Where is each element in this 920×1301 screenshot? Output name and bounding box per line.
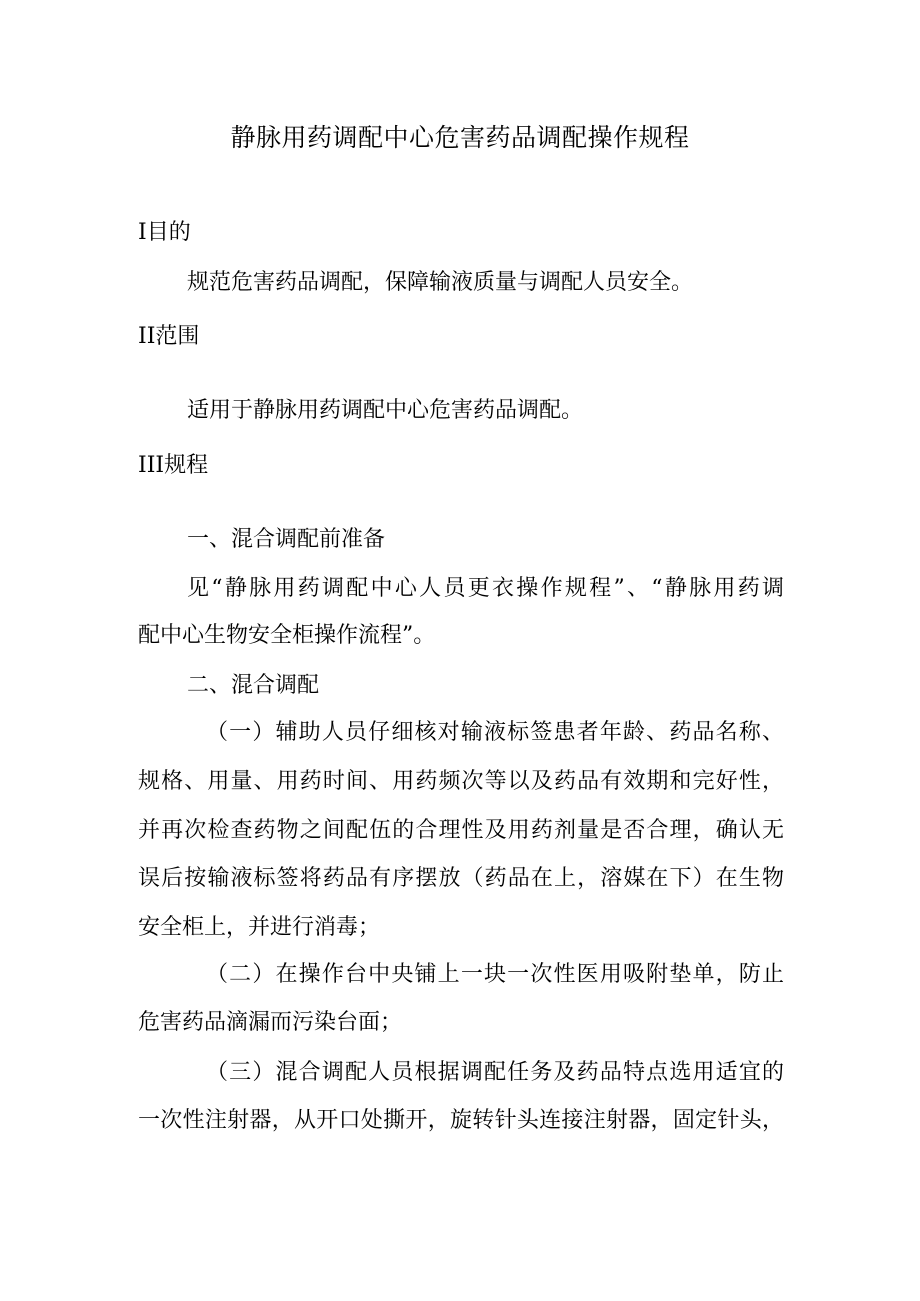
paragraph-line: （二）在操作台中央铺上一块一次性医用吸附垫单，防止 — [206, 962, 784, 987]
section-text-purpose: 规范危害药品调配，保障输液质量与调配人员安全。 — [187, 270, 694, 295]
paragraph-line: 误后按输液标签将药品有序摆放（药品在上，溶媒在下）在生物 — [138, 866, 784, 891]
paragraph-line: （三）混合调配人员根据调配任务及药品特点选用适宜的 — [206, 1060, 784, 1085]
document-title: 静脉用药调配中心危害药品调配操作规程 — [230, 123, 690, 152]
paragraph-line: （一）辅助人员仔细核对输液标签患者年龄、药品名称、 — [206, 720, 784, 745]
section-heading-procedure: III规程 — [138, 453, 209, 478]
paragraph-line: 一次性注射器，从开口处撕开，旋转针头连接注射器，固定针头， — [138, 1108, 784, 1133]
paragraph-line: 安全柜上，并进行消毒； — [138, 915, 381, 940]
section-heading-purpose: I目的 — [138, 220, 191, 245]
paragraph-line: 见“静脉用药调配中心人员更衣操作规程”、“静脉用药调 — [187, 576, 784, 601]
section-text-scope: 适用于静脉用药调配中心危害药品调配。 — [187, 398, 584, 423]
paragraph-line: 危害药品滴漏而污染台面； — [138, 1010, 403, 1035]
section-heading-scope: II范围 — [138, 324, 200, 349]
paragraph-line: 配中心生物安全柜操作流程”。 — [138, 623, 436, 648]
paragraph-line: 规格、用量、用药时间、用药频次等以及药品有效期和完好性， — [138, 769, 784, 794]
subsection-heading-preparation: 一、混合调配前准备 — [187, 527, 386, 552]
paragraph-line: 并再次检查药物之间配伍的合理性及用药剂量是否合理，确认无 — [138, 818, 784, 843]
subsection-heading-mixing: 二、混合调配 — [187, 673, 320, 698]
